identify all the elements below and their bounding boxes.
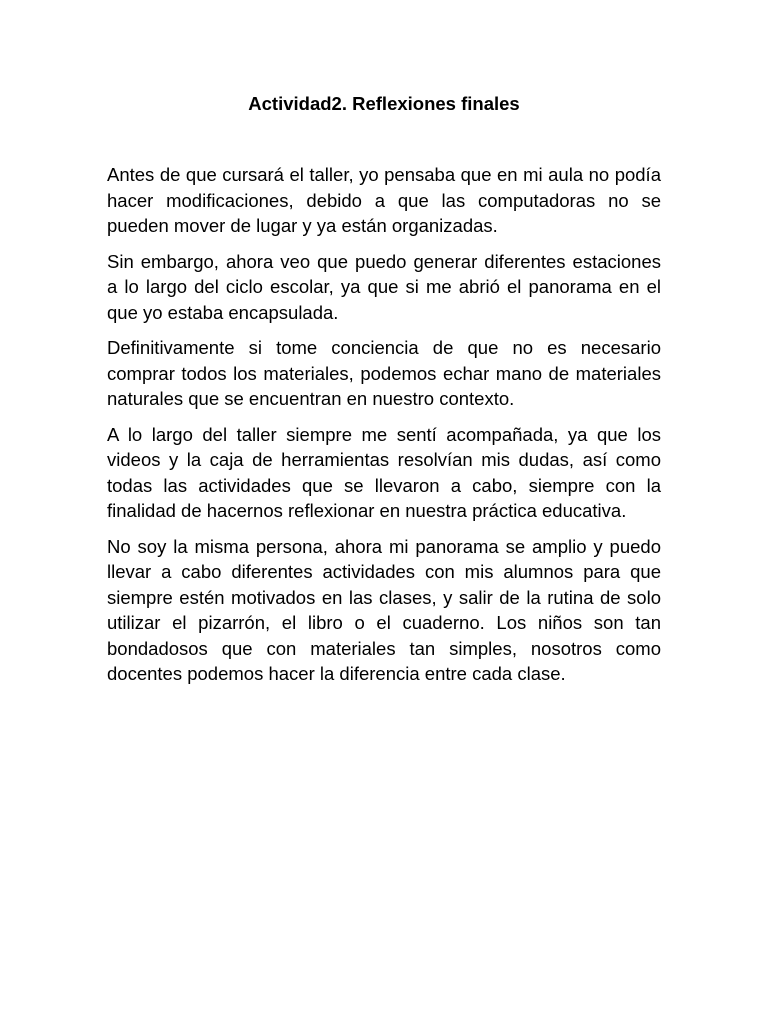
document-title: Actividad2. Reflexiones finales	[248, 93, 520, 114]
paragraph-2: Sin embargo, ahora veo que puedo generar diferentes estaciones a lo largo del ciclo escolar, ya que si me abrió el panorama en el que yo estaba encapsulada.	[107, 250, 661, 323]
paragraph-4: A lo largo del taller siempre me sentí acompañada, ya que los videos y la caja de herramientas resolvían mis dudas, así como todas las actividades que se llevaron a cabo, siempre con la finalidad de hacernos reflexionar en nuestra práctica educativa.	[107, 423, 661, 521]
paragraph-5: No soy la misma persona, ahora mi panorama se amplio y puedo llevar a cabo diferentes actividades con mis alumnos para que siempre estén motivados en las clases, y salir de la rutina de solo utilizar el pizarrón, el libro o el cuaderno. Los niños son tan bondadosos que con materiales tan simples, nosotros como docentes podemos hacer la diferencia entre cada clase.	[107, 535, 661, 684]
document-body	[107, 162, 661, 697]
paragraph-3: Definitivamente si tome conciencia de que no es necesario comprar todos los materiales, podemos echar mano de materiales naturales que se encuentran en nuestro contexto.	[107, 337, 661, 409]
paragraph-1: Antes de que cursará el taller, yo pensaba que en mi aula no podía hacer modificaciones, debido a que las computadoras no se pueden mover de lugar y ya están organizadas.	[107, 164, 661, 236]
